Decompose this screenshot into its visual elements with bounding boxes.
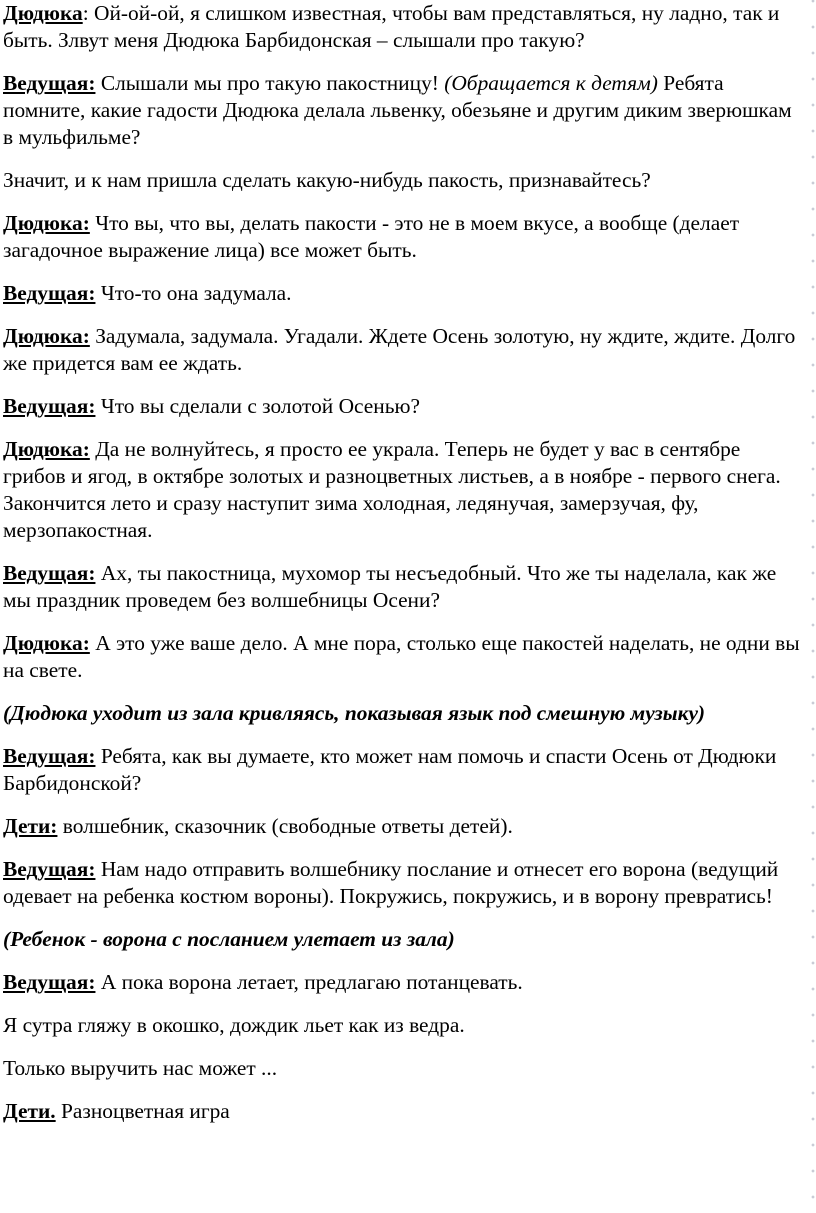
dialogue-line [3,393,801,420]
stage-remark: (Обращается к детям) [444,71,658,95]
line-text: волшебник, сказочник (свободные ответы детей). [62,814,513,838]
stage-direction: (Дюдюка уходит из зала кривляясь, показывая язык под смешную музыку) [3,701,706,725]
speaker-name: Ведущая: [3,561,96,585]
narration-line [3,167,801,194]
speaker-name: Ведущая: [3,281,96,305]
speaker-name: Дюдюка: [3,324,90,348]
speaker-name: Ведущая: [3,857,96,881]
speaker-name: Дети. [3,1099,56,1123]
speaker-name: Дюдюка [3,1,83,25]
speaker-name: Дюдюка: [3,437,90,461]
speaker-name: Ведущая: [3,71,96,95]
line-text: Разноцветная игра [61,1099,230,1123]
narration-line [3,1055,801,1082]
dialogue-line [3,70,801,151]
speaker-name: Дюдюка: [3,211,90,235]
line-text: Значит, и к нам пришла сделать какую-нибудь пакость, признавайтесь? [3,168,651,192]
line-text: Да не волнуйтесь, я просто ее украла. Теперь не будет у вас в сентябре грибов и ягод, в октябре золотых и разноцветных листьев, а в ноябре - первого снега. Закончится лето и сразу наступит зима холодная, ледянучая, замерзучая, фу, мерзопакостная. [3,437,781,542]
line-text: Ах, ты пакостница, мухомор ты несъедобный. Что же ты наделала, как же мы праздник проведем без волшебницы Осени? [3,561,777,612]
dialogue-line [3,323,801,377]
speaker-name: Дюдюка: [3,631,90,655]
dialogue-line [3,813,801,840]
speaker-name: Ведущая: [3,744,96,768]
page-edge-decoration [810,0,816,1213]
line-text: А это уже ваше дело. А мне пора, столько еще пакостей наделать, не одни вы на свете. [3,631,800,682]
dialogue-line [3,743,801,797]
line-text: Только выручить нас может ... [3,1056,278,1080]
dialogue-line [3,560,801,614]
line-text: Задумала, задумала. Угадали. Ждете Осень золотую, ну ждите, ждите. Долго же придется вам ее ждать. [3,324,796,375]
dialogue-line: Дюдюка: Ой-ой-ой, я слишком известная, чтобы вам представляться, ну ладно, так и быть. Злвут меня Дюдюка Барбидонская – слышали про такую? [3,1,780,52]
line-text: Слышали мы про такую пакостницу! [100,71,445,95]
document-page [3,0,801,1141]
line-text: Ребята помните, какие гадости Дюдюка делала львенку, обезьяне и другим диким зверюшкам в мульфильме? [3,71,792,149]
line-text: Что вы, что вы, делать пакости - это не в моем вкусе, а вообще (делает загадочное выражение лица) все может быть. [3,211,740,262]
line-text: Ой-ой-ой, я слишком известная, чтобы вам представляться, ну ладно, так и быть. Злвут меня Дюдюка Барбидонская – слышали про такую? [3,1,780,52]
dialogue-line [3,969,801,996]
dialogue-line [3,1098,801,1125]
dialogue-line [3,630,801,684]
line-text: А пока ворона летает, предлагаю потанцевать. [100,970,523,994]
stage-direction: (Ребенок - ворона с посланием улетает из зала) [3,927,455,951]
dialogue-line [3,280,801,307]
narration-line [3,1012,801,1039]
dialogue-line [3,856,801,910]
line-text: Ребята, как вы думаете, кто может нам помочь и спасти Осень от Дюдюки Барбидонской? [3,744,777,795]
dialogue-line [3,210,801,264]
speaker-name: Ведущая: [3,394,96,418]
line-text: Нам надо отправить волшебнику послание и отнесет его ворона (ведущий одевает на ребенка костюм вороны). Покружись, покружись, и в ворону превратись! [3,857,779,908]
line-text: Что-то она задумала. [100,281,292,305]
speaker-name: Ведущая: [3,970,96,994]
line-text: Я сутра гляжу в окошко, дождик льет как из ведра. [3,1013,465,1037]
dialogue-line [3,436,801,544]
speaker-name: Дети: [3,814,58,838]
line-text: Что вы сделали с золотой Осенью? [100,394,420,418]
